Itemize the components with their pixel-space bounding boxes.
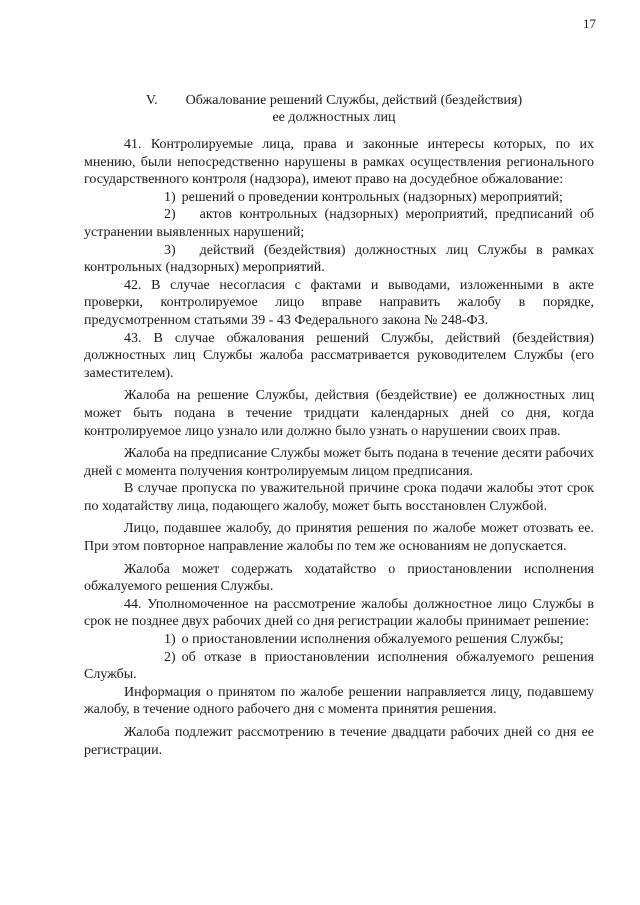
list-item-number: 2) xyxy=(164,207,176,223)
section-number: V. xyxy=(145,93,158,108)
paragraph-44-a: Информация о принятом по жалобе решении направляется лицу, подавшему жалобу, в течение одного рабочего дня с момента принятия решения. xyxy=(84,684,594,718)
list-item-text: действий (бездействия) должностных лиц Службы в рамках контрольных (надзорных) мероприятий. xyxy=(84,242,594,276)
list-item-text: решений о проведении контрольных (надзорных) мероприятий; xyxy=(181,189,563,205)
list-item-41-1 xyxy=(84,189,594,207)
paragraph-42: 42. В случае несогласия с фактами и выводами, изложенными в акте проверки, контролируемое лицо вправе направить жалобу в порядке, предусмотренном статьями 39 - 43 Федерального закона № 248-ФЗ. xyxy=(84,277,594,328)
paragraph-43: 43. В случае обжалования решений Службы, действий (бездействия) должностных лиц Службы жалоба рассматривается руководителем Службы (его заместителем). xyxy=(84,330,594,381)
list-item-number: 2) xyxy=(164,649,176,665)
paragraph-44-b: Жалоба подлежит рассмотрению в течение двадцати рабочих дней со дня ее регистрации. xyxy=(84,725,594,758)
document-body xyxy=(84,136,594,759)
list-item-41-2 xyxy=(84,206,594,241)
paragraph-43-e: Жалоба может содержать ходатайство о приостановлении исполнения обжалуемого решения Службы. xyxy=(84,561,594,595)
paragraph-41: 41. Контролируемые лица, права и законные интересы которых, по их мнению, были непосредственно нарушены в рамках осуществления регионального государственного контроля (надзора), имеют право на досудебное обжалование: xyxy=(84,137,594,188)
section-heading xyxy=(84,92,584,126)
list-item-44-1 xyxy=(84,631,594,649)
paragraph-43-d: Лицо, подавшее жалобу, до принятия решения по жалобе может отозвать ее. При этом повторное направление жалобы по тем же основаниям не допускается. xyxy=(84,521,594,555)
list-item-text: об отказе в приостановлении исполнения обжалуемого решения Службы. xyxy=(84,649,594,683)
section-title-line2: ее должностных лиц xyxy=(272,110,396,125)
list-item-number: 3) xyxy=(164,242,176,258)
list-item-number: 1) xyxy=(164,632,176,648)
page-number: 17 xyxy=(583,16,596,31)
paragraph-44: 44. Уполномоченное на рассмотрение жалобы должностное лицо Службы в срок не позднее двух рабочих дней со дня регистрации жалобы принимает решение: xyxy=(84,596,594,630)
list-item-number: 1) xyxy=(164,189,176,205)
paragraph-43-c: В случае пропуска по уважительной причине срока подачи жалобы этот срок по ходатайству лица, подающего жалобу, может быть восстановлен Службой. xyxy=(84,481,594,514)
list-item-text: о приостановлении исполнения обжалуемого решения Службы; xyxy=(181,632,564,648)
list-item-44-2 xyxy=(84,649,594,684)
section-title-line1: Обжалование решений Службы, действий (бездействия) xyxy=(185,93,523,108)
paragraph-43-b: Жалоба на предписание Службы может быть подана в течение десяти рабочих дней с момента получения контролируемым лицом предписания. xyxy=(84,446,594,479)
list-item-41-3 xyxy=(84,242,594,277)
list-item-text: актов контрольных (надзорных) мероприятий, предписаний об устранении выявленных нарушений; xyxy=(84,207,594,240)
section-heading-line1 xyxy=(84,92,584,109)
paragraph-43-a: Жалоба на решение Службы, действия (бездействие) ее должностных лиц может быть подана в течение тридцати календарных дней со дня, когда контролируемое лицо узнало или должно было узнать о нарушении своих прав. xyxy=(84,388,594,439)
